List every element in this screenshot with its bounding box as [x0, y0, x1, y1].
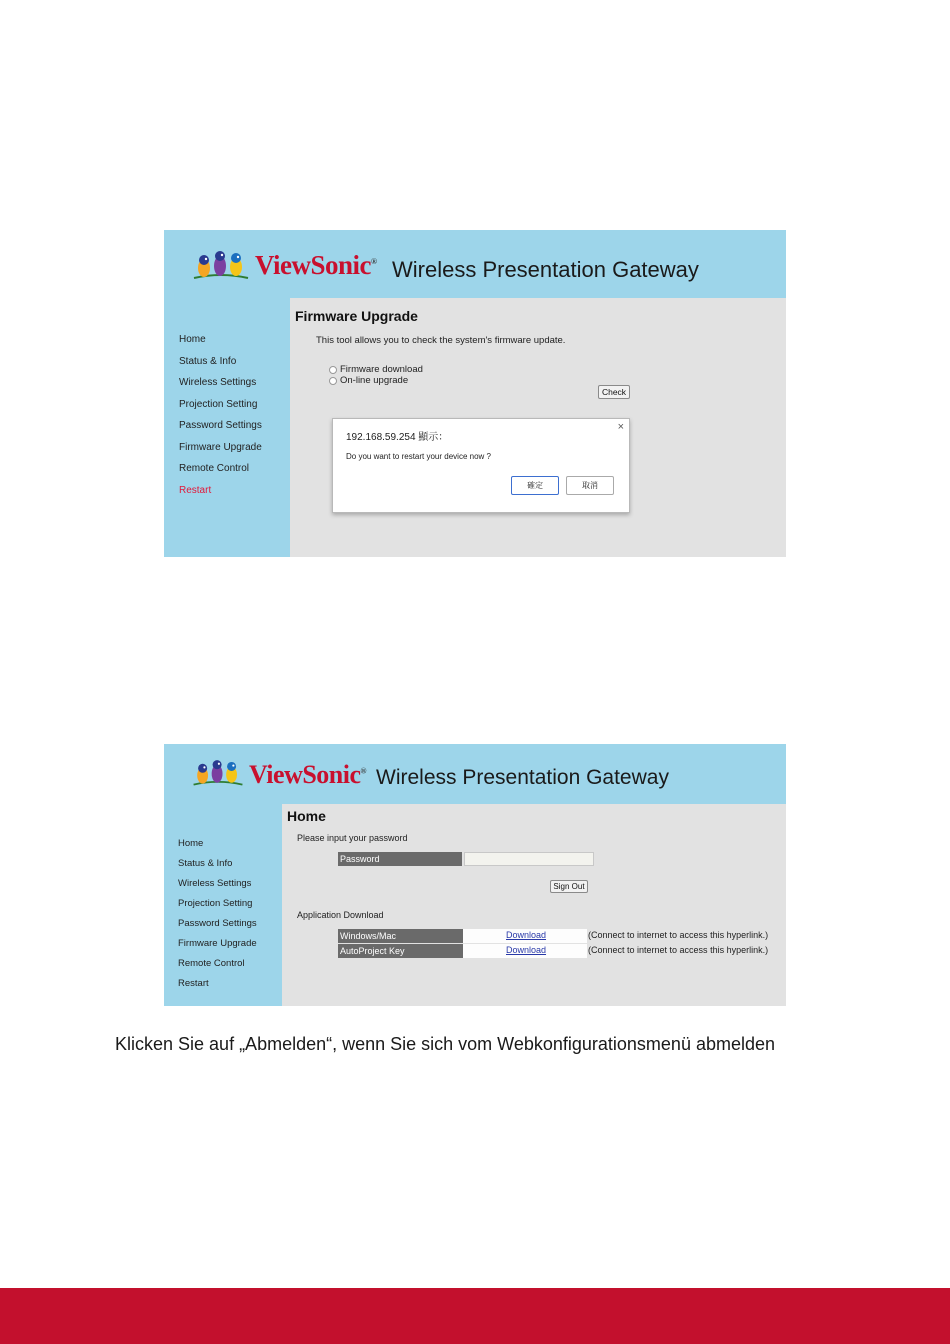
- nav-password-settings[interactable]: Password Settings: [178, 918, 257, 929]
- check-button[interactable]: Check: [598, 385, 630, 399]
- nav-password-settings[interactable]: Password Settings: [179, 420, 262, 431]
- radio-firmware-download[interactable]: [329, 366, 337, 374]
- nav-projection-setting[interactable]: Projection Setting: [179, 399, 258, 410]
- home-screenshot: [164, 744, 786, 1006]
- header-banner: [164, 744, 786, 804]
- restart-confirm-dialog: [332, 418, 630, 513]
- password-input[interactable]: [464, 852, 594, 866]
- nav-restart[interactable]: Restart: [179, 485, 212, 496]
- dialog-cancel-button[interactable]: 取消: [566, 476, 614, 495]
- page-description: This tool allows you to check the system's firmware update.: [316, 335, 566, 346]
- radio-label-online-upgrade: On-line upgrade: [340, 375, 409, 386]
- page-title: Firmware Upgrade: [295, 308, 418, 324]
- gateway-title: Wireless Presentation Gateway: [392, 257, 699, 282]
- nav-firmware-upgrade[interactable]: Firmware Upgrade: [178, 938, 257, 949]
- sign-out-button[interactable]: Sign Out: [550, 880, 588, 893]
- close-icon[interactable]: ×: [617, 421, 624, 433]
- dialog-title: 192.168.59.254 顯示：: [346, 432, 449, 443]
- download-note: (Connect to internet to access this hyperlink.): [588, 945, 769, 955]
- brand-name: ViewSonic®: [255, 250, 377, 280]
- nav-firmware-upgrade[interactable]: Firmware Upgrade: [179, 442, 262, 453]
- viewsonic-birds-logo-icon: [192, 242, 250, 284]
- download-row-label: Windows/Mac: [338, 929, 463, 943]
- nav-remote-control[interactable]: Remote Control: [178, 958, 245, 969]
- radio-label-firmware-download: Firmware download: [340, 364, 423, 375]
- firmware-upgrade-screenshot: [164, 230, 786, 557]
- download-link-autoproject-key[interactable]: Download: [506, 945, 547, 955]
- password-prompt: Please input your password: [297, 833, 408, 843]
- gateway-title: Wireless Presentation Gateway: [376, 766, 669, 789]
- password-label: Password: [338, 852, 462, 866]
- header-banner: [164, 230, 786, 298]
- download-row-label: AutoProject Key: [338, 944, 463, 958]
- nav-projection-setting[interactable]: Projection Setting: [178, 898, 253, 909]
- footer-bar: [0, 1288, 950, 1344]
- nav-status-info[interactable]: Status & Info: [179, 356, 237, 367]
- sidebar: [164, 804, 282, 1006]
- download-link-windows-mac[interactable]: Download: [506, 930, 547, 940]
- dialog-ok-button[interactable]: 確定: [511, 476, 559, 495]
- nav-wireless-settings[interactable]: Wireless Settings: [178, 878, 252, 889]
- radio-online-upgrade[interactable]: [329, 377, 337, 385]
- page-title: Home: [287, 808, 326, 824]
- nav-status-info[interactable]: Status & Info: [178, 858, 233, 869]
- nav-home[interactable]: Home: [179, 334, 206, 345]
- viewsonic-birds-logo-icon: [190, 752, 246, 790]
- caption-text: Klicken Sie auf „Abmelden“, wenn Sie sich vom Webkonfigurationsmenü abmelden: [115, 1034, 776, 1054]
- nav-restart[interactable]: Restart: [178, 978, 209, 989]
- dialog-message: Do you want to restart your device now ?: [346, 452, 491, 461]
- brand-name: ViewSonic®: [249, 760, 367, 789]
- nav-remote-control[interactable]: Remote Control: [179, 463, 250, 474]
- nav-home[interactable]: Home: [178, 838, 204, 849]
- nav-wireless-settings[interactable]: Wireless Settings: [179, 377, 257, 388]
- sidebar: [164, 298, 290, 557]
- download-note: (Connect to internet to access this hyperlink.): [588, 930, 769, 940]
- app-download-title: Application Download: [297, 910, 384, 920]
